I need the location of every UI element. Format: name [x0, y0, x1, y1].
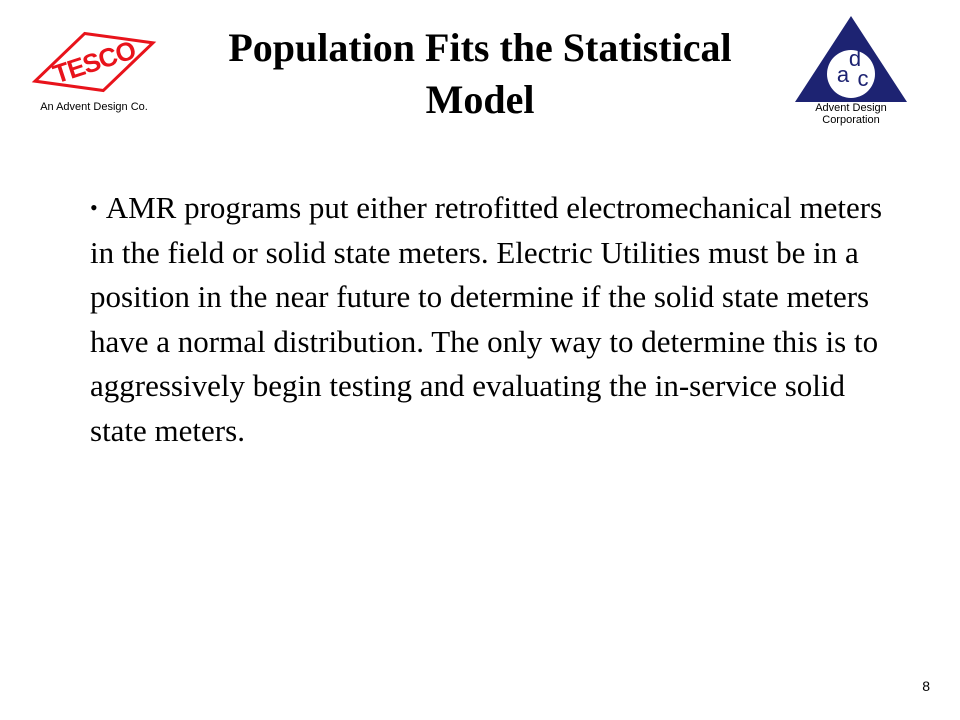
- body-text: [90, 186, 900, 453]
- adc-caption-line1: Advent Design: [815, 102, 887, 114]
- tesco-caption: An Advent Design Co.: [40, 101, 148, 113]
- adc-caption: [780, 102, 922, 126]
- page-title: Population Fits the Statistical Model: [228, 25, 732, 122]
- body-paragraph: AMR programs put either retrofitted electromechanical meters in the field or solid state meters. Electric Utilities must be in a position in the near future to determine if the solid state meters have a normal distribution. The only way to determine this is to aggressively begin testing and evaluating the in-service solid state meters.: [90, 190, 883, 448]
- adc-triangle-logo-icon: [793, 14, 909, 106]
- bullet-icon: •: [90, 195, 98, 220]
- adc-caption-line2: Corporation: [822, 114, 880, 126]
- page-number: 8: [922, 678, 930, 694]
- svg-text:a: a: [836, 62, 850, 87]
- tesco-logo-icon: [24, 18, 164, 106]
- svg-text:c: c: [857, 66, 869, 91]
- svg-text:TESCO: TESCO: [49, 34, 139, 90]
- svg-text:d: d: [848, 46, 862, 71]
